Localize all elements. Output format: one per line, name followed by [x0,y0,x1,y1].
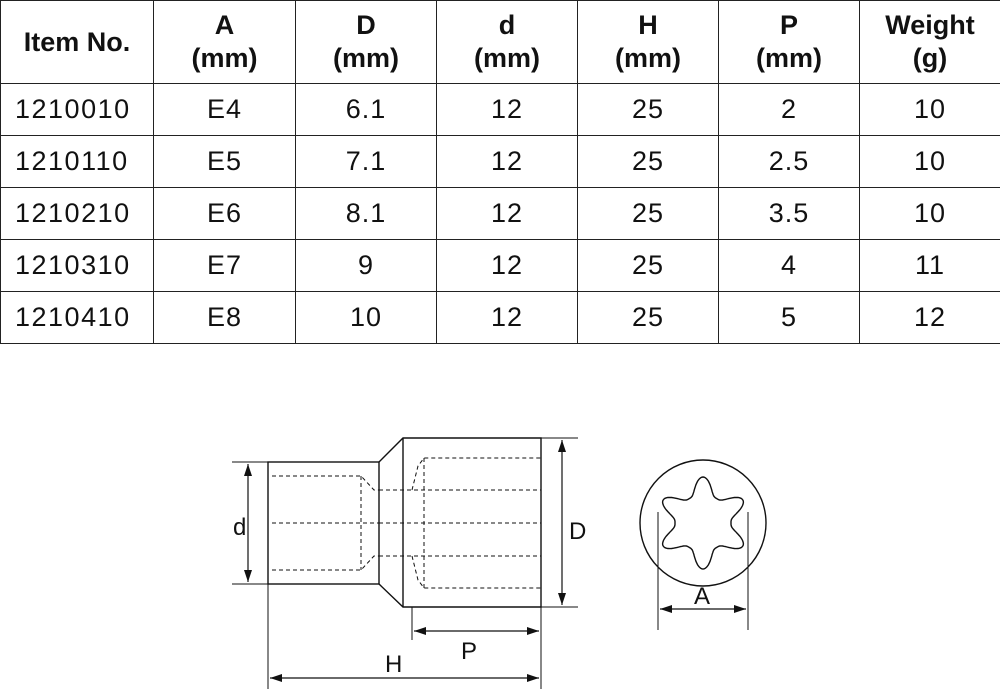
cell-a: E8 [154,292,296,344]
cell-outer-d: 7.1 [296,136,437,188]
header-h: H (mm) [578,1,719,84]
cell-weight: 11 [860,240,1000,292]
cell-a: E6 [154,188,296,240]
cell-item-no: 1210410 [1,292,154,344]
label-d: d [233,514,247,541]
socket-side-view [268,438,541,607]
cell-a: E4 [154,84,296,136]
cell-item-no: 1210110 [1,136,154,188]
cell-outer-d: 6.1 [296,84,437,136]
socket-end-view [640,460,766,630]
cell-a: E7 [154,240,296,292]
dimension-outer-d [541,438,586,607]
cell-p: 3.5 [719,188,860,240]
cell-h: 25 [578,240,719,292]
dimension-h [268,584,541,689]
cell-p: 2.5 [719,136,860,188]
cell-weight: 12 [860,292,1000,344]
label-p: P [461,638,478,665]
header-weight: Weight (g) [860,1,1000,84]
cell-p: 2 [719,84,860,136]
cell-item-no: 1210210 [1,188,154,240]
cell-h: 25 [578,84,719,136]
cell-item-no: 1210310 [1,240,154,292]
cell-h: 25 [578,136,719,188]
cell-h: 25 [578,188,719,240]
header-item-no: Item No. [1,1,154,84]
header-drive-d: d (mm) [437,1,578,84]
label-h: H [385,651,403,678]
dimension-d [232,462,268,584]
label-a: A [694,583,711,610]
cell-drive-d: 12 [437,292,578,344]
header-outer-d: D (mm) [296,1,437,84]
cell-p: 5 [719,292,860,344]
cell-a: E5 [154,136,296,188]
cell-outer-d: 8.1 [296,188,437,240]
cell-h: 25 [578,292,719,344]
torx-star-icon [663,477,744,569]
cell-outer-d: 9 [296,240,437,292]
cell-drive-d: 12 [437,188,578,240]
header-a: A (mm) [154,1,296,84]
cell-outer-d: 10 [296,292,437,344]
cell-weight: 10 [860,84,1000,136]
header-p: P (mm) [719,1,860,84]
cell-weight: 10 [860,188,1000,240]
cell-item-no: 1210010 [1,84,154,136]
cell-p: 4 [719,240,860,292]
cell-drive-d: 12 [437,136,578,188]
cell-drive-d: 12 [437,240,578,292]
dimension-p [412,607,541,665]
cell-weight: 10 [860,136,1000,188]
cell-drive-d: 12 [437,84,578,136]
label-outer-d: D [569,518,587,545]
